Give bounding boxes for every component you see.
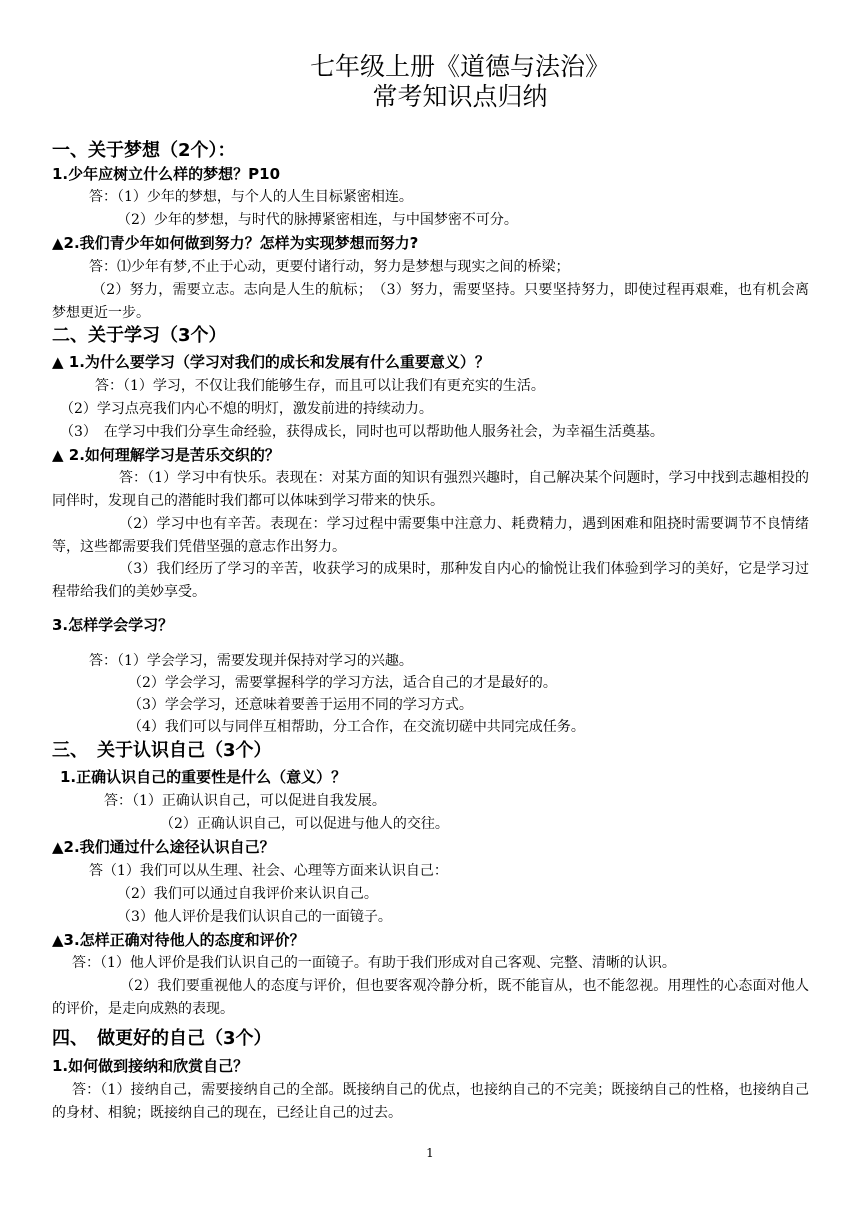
question-heading: ▲2.我们青少年如何做到努力？怎样为实现梦想而努力? — [52, 234, 419, 252]
answer-line: 答：（1）少年的梦想，与个人的人生目标紧密相连。 — [89, 189, 413, 205]
answer-line: 答（1）我们可以从生理、社会、心理等方面来认识自己： — [89, 863, 448, 879]
document-subtitle: 常考知识点归纳 — [372, 82, 548, 111]
answer-line: （3）他人评价是我们认识自己的一面镜子。 — [117, 909, 392, 925]
question-heading: 3.怎样学会学习？ — [52, 616, 174, 634]
document-title: 七年级上册《道德与法治》 — [309, 52, 610, 81]
answer-paragraph: （2）我们要重视他人的态度与评价，但也要客观冷静分析，既不能盲从，也不能忽视。用理性的心态面对他人的评价，是走向成熟的表现。 — [52, 978, 809, 1017]
answer-line: 答：（1）学会学习，需要发现并保持对学习的兴趣。 — [89, 653, 413, 669]
answer-line: 答：⑴少年有梦,不止于心动，更要付诸行动，努力是梦想与现实之间的桥梁； — [89, 259, 570, 275]
answer-paragraph: 答：（1）接纳自己，需要接纳自己的全部。既接纳自己的优点，也接纳自己的不完美；既接纳自己的性格，也接纳自己的身材、相貌；既接纳自己的现在，已经让自己的过去。 — [52, 1082, 809, 1121]
answer-paragraph: （2）学习中也有辛苦。表现在：学习过程中需要集中注意力、耗费精力，遇到困难和阻挠时需要调节不良情绪等，这些都需要我们凭借坚强的意志作出努力。 — [52, 516, 809, 555]
answer-paragraph: 答：（1）学习中有快乐。表现在：对某方面的知识有强烈兴趣时，自己解决某个问题时，学习中找到志趣相投的同伴时，发现自己的潜能时我们都可以体味到学习带来的快乐。 — [52, 470, 809, 509]
answer-paragraph: （3）我们经历了学习的辛苦，收获学习的成果时，那种发自内心的愉悦让我们体验到学习的美好，它是学习过程带给我们的美妙享受。 — [52, 561, 809, 600]
answer-line: 答：（1）正确认识自己，可以促进自我发展。 — [104, 793, 386, 809]
question-heading: 1.正确认识自己的重要性是什么（意义）？ — [60, 768, 347, 786]
section-heading: 三、 关于认识自己（3个） — [52, 740, 272, 761]
answer-line: （2）我们可以通过自我评价来认识自己。 — [117, 886, 378, 902]
answer-line: （2）学会学习，需要掌握科学的学习方法，适合自己的才是最好的。 — [128, 675, 557, 691]
page-number: 1 — [426, 1146, 434, 1160]
answer-line: 答：（1）他人评价是我们认识自己的一面镜子。有助于我们形成对自己客观、完整、清晰的认识。 — [72, 955, 676, 971]
question-heading: ▲2.我们通过什么途径认识自己？ — [52, 838, 275, 856]
section-heading: 二、关于学习（3个） — [52, 325, 227, 346]
question-heading: 1.如何做到接纳和欣赏自己？ — [52, 1057, 249, 1075]
question-heading: ▲ 2.如何理解学习是苦乐交织的？ — [52, 446, 280, 464]
question-heading: ▲ 1.为什么要学习（学习对我们的成长和发展有什么重要意义）？ — [52, 353, 490, 371]
answer-line: （2）少年的梦想，与时代的脉搏紧密相连，与中国梦密不可分。 — [117, 212, 518, 228]
answer-line: 答：（1）学习，不仅让我们能够生存，而且可以让我们有更充实的生活。 — [95, 378, 545, 394]
answer-line: （3）学会学习，还意味着要善于运用不同的学习方式。 — [128, 697, 473, 713]
answer-line: （2）学习点亮我们内心不熄的明灯，激发前进的持续动力。 — [60, 401, 433, 417]
answer-line: （4）我们可以与同伴互相帮助，分工合作，在交流切磋中共同完成任务。 — [128, 719, 585, 735]
question-heading: 1.少年应树立什么样的梦想？P10 — [52, 165, 281, 183]
answer-line: （2）正确认识自己，可以促进与他人的交往。 — [160, 816, 449, 832]
section-heading: 一、关于梦想（2个）： — [52, 140, 236, 161]
answer-line: （3） 在学习中我们分享生命经验，获得成长，同时也可以帮助他人服务社会，为幸福生活奠基。 — [60, 424, 664, 440]
section-heading: 四、 做更好的自己（3个） — [52, 1028, 272, 1049]
question-heading: ▲3.怎样正确对待他人的态度和评价？ — [52, 931, 305, 949]
answer-paragraph: （2）努力，需要立志。志向是人生的航标； （3）努力，需要坚持。只要坚持努力，即使过程再艰难，也有机会离梦想更近一步。 — [52, 282, 809, 321]
